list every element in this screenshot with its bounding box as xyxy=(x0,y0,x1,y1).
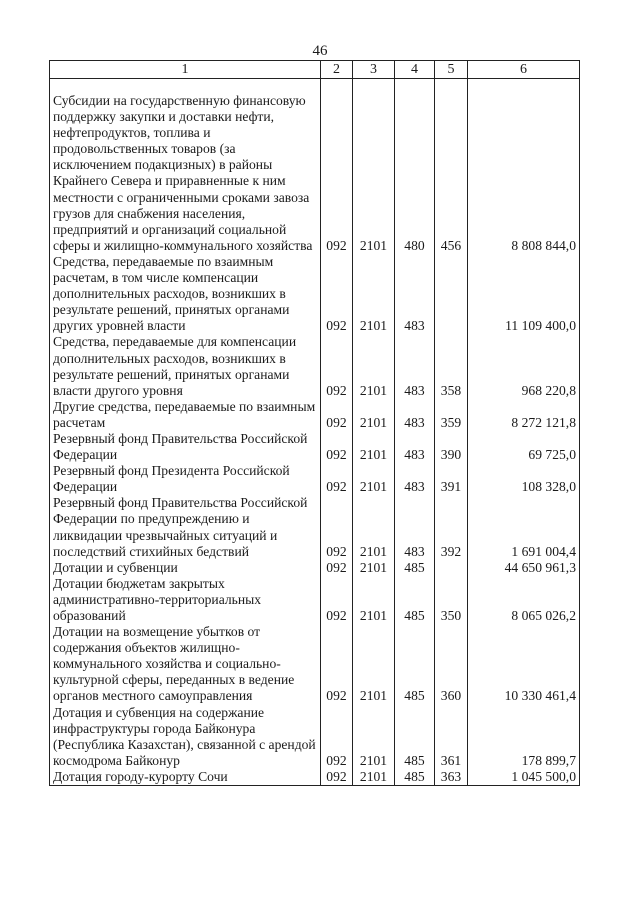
expense-type-code: 360 xyxy=(435,624,468,704)
article-code: 483 xyxy=(395,334,435,398)
section-code: 2101 xyxy=(353,93,395,254)
row-description: Резервный фонд Правительства Российской Федерации xyxy=(50,431,321,463)
section-code: 2101 xyxy=(353,254,395,334)
ministry-code: 092 xyxy=(321,769,353,786)
column-header-2: 2 xyxy=(321,61,353,79)
article-code: 485 xyxy=(395,624,435,704)
section-code: 2101 xyxy=(353,431,395,463)
expense-type-code: 391 xyxy=(435,463,468,495)
amount: 8 272 121,8 xyxy=(468,399,580,431)
amount: 8 808 844,0 xyxy=(468,93,580,254)
expense-type-code: 361 xyxy=(435,705,468,769)
row-description: Дотация городу-курорту Сочи xyxy=(50,769,321,786)
ministry-code: 092 xyxy=(321,254,353,334)
ministry-code: 092 xyxy=(321,495,353,559)
table-row xyxy=(50,431,580,463)
table-row xyxy=(50,254,580,334)
ministry-code: 092 xyxy=(321,93,353,254)
budget-table xyxy=(49,60,580,786)
section-code: 2101 xyxy=(353,334,395,398)
amount: 1 691 004,4 xyxy=(468,495,580,559)
row-description: Дотации бюджетам закрытых административно-территориальных образований xyxy=(50,576,321,624)
article-code: 480 xyxy=(395,93,435,254)
table-row xyxy=(50,463,580,495)
row-description: Дотация и субвенция на содержание инфраструктуры города Байконура (Республика Казахстан), связанной с арендой космодрома Байконур xyxy=(50,705,321,769)
amount: 44 650 961,3 xyxy=(468,560,580,576)
expense-type-code: 363 xyxy=(435,769,468,786)
row-description: Средства, передаваемые для компенсации дополнительных расходов, возникших в результате решений, принятых органами власти другого уровня xyxy=(50,334,321,398)
article-code: 483 xyxy=(395,399,435,431)
table-row xyxy=(50,705,580,769)
table-row xyxy=(50,495,580,559)
expense-type-code: 350 xyxy=(435,576,468,624)
table-row xyxy=(50,93,580,254)
column-header-1: 1 xyxy=(50,61,321,79)
amount: 178 899,7 xyxy=(468,705,580,769)
column-header-4: 4 xyxy=(395,61,435,79)
ministry-code: 092 xyxy=(321,431,353,463)
column-header-3: 3 xyxy=(353,61,395,79)
section-code: 2101 xyxy=(353,624,395,704)
article-code: 485 xyxy=(395,560,435,576)
amount: 11 109 400,0 xyxy=(468,254,580,334)
table-body xyxy=(50,79,580,786)
section-code: 2101 xyxy=(353,576,395,624)
spacer-row xyxy=(50,79,580,94)
article-code: 483 xyxy=(395,495,435,559)
amount: 10 330 461,4 xyxy=(468,624,580,704)
expense-type-code xyxy=(435,254,468,334)
table-header xyxy=(50,61,580,79)
table-row xyxy=(50,576,580,624)
article-code: 485 xyxy=(395,769,435,786)
expense-type-code: 456 xyxy=(435,93,468,254)
article-code: 485 xyxy=(395,576,435,624)
header-row xyxy=(50,61,580,79)
ministry-code: 092 xyxy=(321,624,353,704)
table-row xyxy=(50,399,580,431)
row-description: Субсидии на государственную финансовую поддержку закупки и доставки нефти, нефтепродуктов, топлива и продовольственных товаров (за исключением подакцизных) в районы Крайнего Севера и приравненные к ним местности с ограниченными сроками завоза грузов для снабжения населения, предприятий и организаций социальной сферы и жилищно-коммунального хозяйства xyxy=(50,93,321,254)
ministry-code: 092 xyxy=(321,399,353,431)
row-description: Резервный фонд Правительства Российской Федерации по предупреждению и ликвидации чрезвычайных ситуаций и последствий стихийных бедствий xyxy=(50,495,321,559)
article-code: 483 xyxy=(395,254,435,334)
amount: 1 045 500,0 xyxy=(468,769,580,786)
table-row xyxy=(50,769,580,786)
section-code: 2101 xyxy=(353,769,395,786)
page-number: 46 xyxy=(312,43,328,59)
section-code: 2101 xyxy=(353,495,395,559)
column-header-6: 6 xyxy=(468,61,580,79)
expense-type-code: 392 xyxy=(435,495,468,559)
article-code: 485 xyxy=(395,705,435,769)
table-row xyxy=(50,334,580,398)
section-code: 2101 xyxy=(353,399,395,431)
amount: 108 328,0 xyxy=(468,463,580,495)
row-description: Дотации на возмещение убытков от содержания объектов жилищно-коммунального хозяйства и социально-культурной сферы, переданных в ведение органов местного самоуправления xyxy=(50,624,321,704)
expense-type-code: 359 xyxy=(435,399,468,431)
ministry-code: 092 xyxy=(321,560,353,576)
ministry-code: 092 xyxy=(321,705,353,769)
column-header-5: 5 xyxy=(435,61,468,79)
article-code: 483 xyxy=(395,431,435,463)
row-description: Средства, передаваемые по взаимным расчетам, в том числе компенсации дополнительных расходов, возникших в результате решений, принятых органами других уровней власти xyxy=(50,254,321,334)
article-code: 483 xyxy=(395,463,435,495)
row-description: Резервный фонд Президента Российской Федерации xyxy=(50,463,321,495)
row-description: Другие средства, передаваемые по взаимным расчетам xyxy=(50,399,321,431)
amount: 69 725,0 xyxy=(468,431,580,463)
section-code: 2101 xyxy=(353,705,395,769)
amount: 968 220,8 xyxy=(468,334,580,398)
table-row xyxy=(50,624,580,704)
expense-type-code: 390 xyxy=(435,431,468,463)
table-row xyxy=(50,560,580,576)
amount: 8 065 026,2 xyxy=(468,576,580,624)
row-description: Дотации и субвенции xyxy=(50,560,321,576)
ministry-code: 092 xyxy=(321,334,353,398)
expense-type-code xyxy=(435,560,468,576)
section-code: 2101 xyxy=(353,463,395,495)
ministry-code: 092 xyxy=(321,463,353,495)
section-code: 2101 xyxy=(353,560,395,576)
ministry-code: 092 xyxy=(321,576,353,624)
expense-type-code: 358 xyxy=(435,334,468,398)
